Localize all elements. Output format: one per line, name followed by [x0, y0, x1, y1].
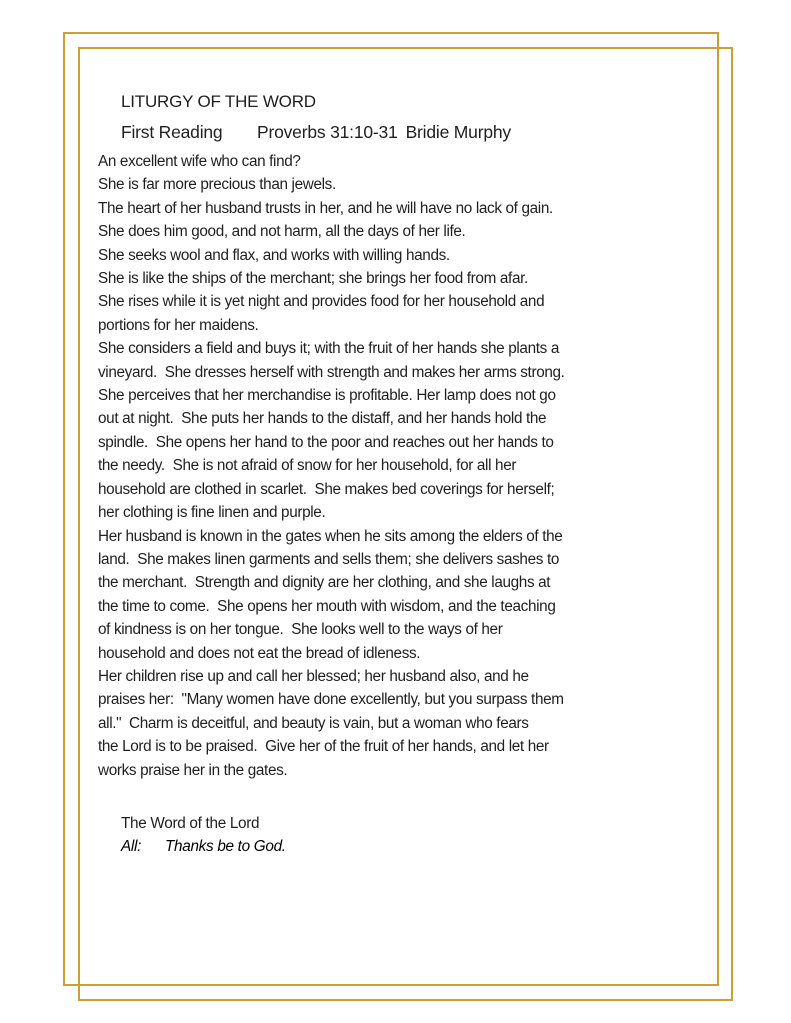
- reading-line: household and does not eat the bread of idleness.: [98, 644, 421, 662]
- reading-line: the needy. She is not afraid of snow for her household, for all her: [98, 457, 517, 475]
- reading-citation: Proverbs 31:10-31: [257, 122, 398, 142]
- reader-name: Bridie Murphy: [405, 122, 511, 142]
- reading-line: spindle. She opens her hand to the poor and reaches out her hands to: [98, 433, 554, 451]
- reading-label: First Reading: [121, 122, 223, 142]
- reading-line: her clothing is fine linen and purple.: [98, 504, 326, 522]
- reading-line: the time to come. She opens her mouth with wisdom, and the teaching: [98, 597, 556, 615]
- reading-line: the merchant. Strength and dignity are her clothing, and she laughs at: [98, 574, 551, 592]
- reading-line: out at night. She puts her hands to the distaff, and her hands hold the: [98, 410, 547, 428]
- reading-line: She considers a field and buys it; with the fruit of her hands she plants a: [98, 340, 559, 358]
- reading-line: Her husband is known in the gates when he sits among the elders of the: [98, 527, 563, 545]
- reading-line: She is like the ships of the merchant; she brings her food from afar.: [98, 270, 528, 288]
- closing-block: [121, 812, 286, 859]
- reading-line: She perceives that her merchandise is profitable. Her lamp does not go: [98, 387, 556, 405]
- reading-header: [121, 122, 511, 143]
- reading-line: She seeks wool and flax, and works with willing hands.: [98, 246, 450, 264]
- response-label: All:: [121, 838, 142, 856]
- reading-line: works praise her in the gates.: [98, 761, 288, 779]
- reading-line: household are clothed in scarlet. She makes bed coverings for herself;: [98, 480, 555, 498]
- reading-line: Her children rise up and call her blessed; her husband also, and he: [98, 667, 529, 685]
- reading-text: [98, 150, 565, 782]
- response-text: Thanks be to God.: [165, 838, 286, 856]
- reading-line: the Lord is to be praised. Give her of the fruit of her hands, and let her: [98, 738, 549, 756]
- reading-line: of kindness is on her tongue. She looks well to the ways of her: [98, 621, 503, 639]
- reading-line: all." Charm is deceitful, and beauty is vain, but a woman who fears: [98, 714, 529, 732]
- reading-line: The heart of her husband trusts in her, and he will have no lack of gain.: [98, 199, 553, 217]
- reading-line: portions for her maidens.: [98, 316, 259, 334]
- reading-line: land. She makes linen garments and sells them; she delivers sashes to: [98, 550, 560, 568]
- reading-line: She is far more precious than jewels.: [98, 176, 336, 194]
- reading-line: vineyard. She dresses herself with strength and makes her arms strong.: [98, 363, 565, 381]
- section-title: LITURGY OF THE WORD: [121, 92, 316, 111]
- reading-line: She rises while it is yet night and provides food for her household and: [98, 293, 545, 311]
- reading-line: An excellent wife who can find?: [98, 153, 301, 170]
- response: [121, 835, 286, 858]
- reading-line: praises her: "Many women have done excellently, but you surpass them: [98, 691, 564, 709]
- reading-line: She does him good, and not harm, all the days of her life.: [98, 223, 466, 241]
- acclamation: The Word of the Lord: [121, 815, 260, 832]
